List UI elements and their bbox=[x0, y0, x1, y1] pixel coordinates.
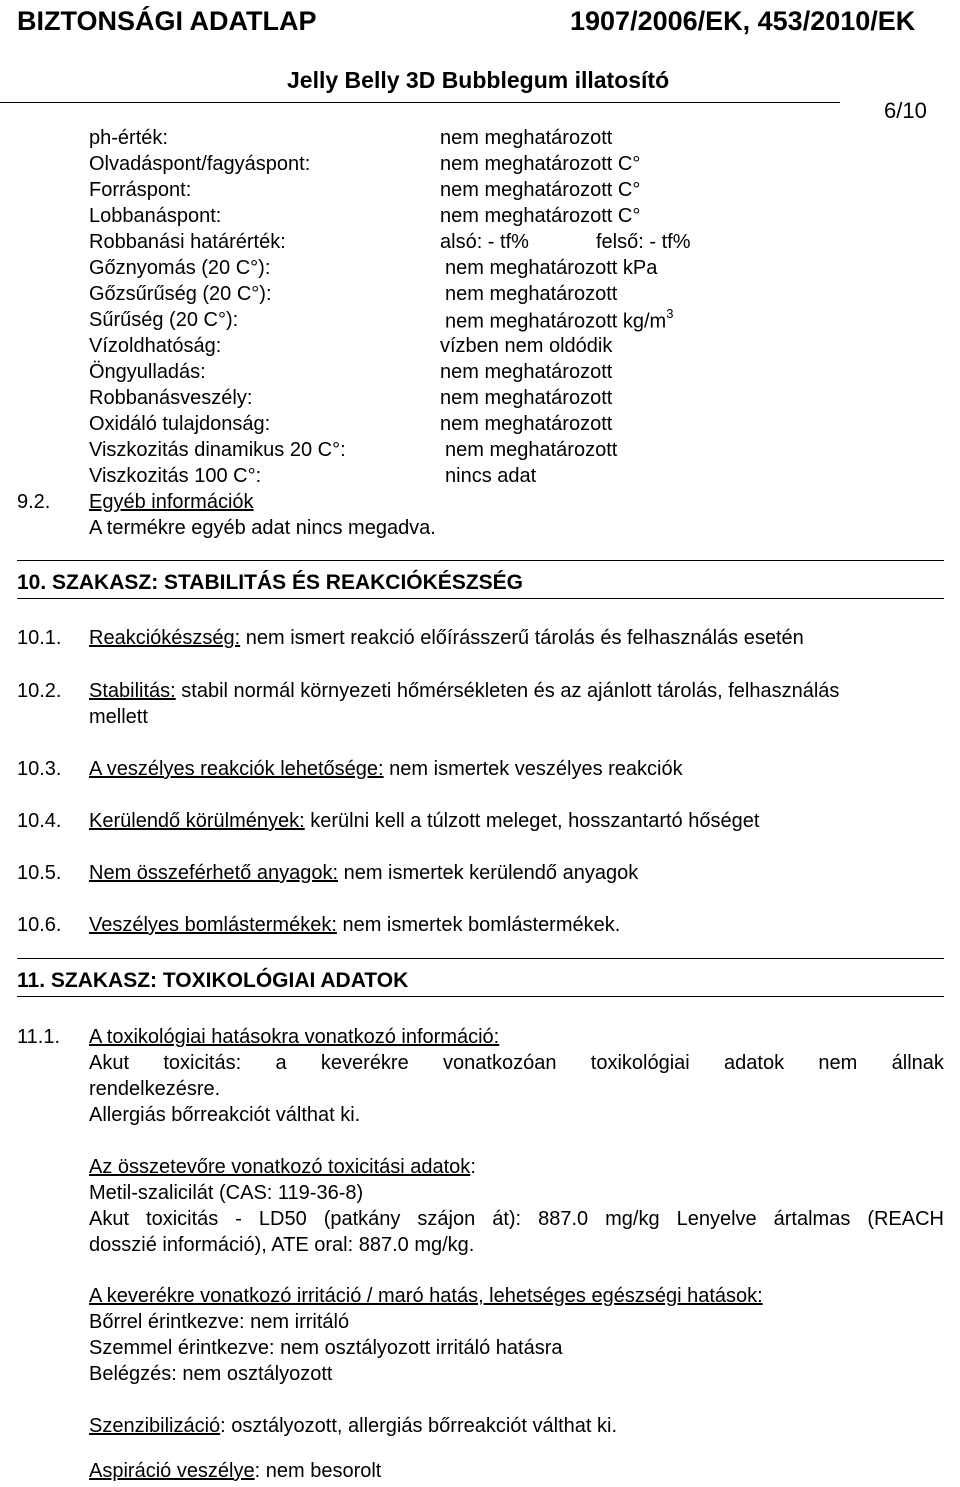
tox-heading: A toxikológiai hatásokra vonatkozó információ: bbox=[89, 1026, 500, 1048]
prop-label: Öngyulladás: bbox=[89, 361, 206, 383]
prop-value: vízben nem oldódik bbox=[440, 335, 613, 357]
prop-value: nem meghatározott bbox=[445, 439, 618, 461]
word: keverékre bbox=[320, 1052, 409, 1074]
prop-label: Robbanási határérték: bbox=[89, 231, 286, 253]
prop-label: Viszkozitás 100 C°: bbox=[89, 465, 262, 487]
subsection-title: Egyéb információk bbox=[89, 491, 254, 513]
item-text: nem ismertek bomlástermékek. bbox=[336, 914, 621, 936]
prop-value: nincs adat bbox=[445, 465, 537, 487]
item-number: 11.1. bbox=[17, 1026, 60, 1048]
irritation-heading: A keverékre vonatkozó irritáció / maró hatás, lehetséges egészségi hatások: bbox=[89, 1285, 763, 1307]
component-heading: Az összetevőre vonatkozó toxicitási adatok bbox=[89, 1156, 471, 1178]
prop-label: Lobbanáspont: bbox=[89, 205, 222, 227]
item-number: 10.1. bbox=[17, 627, 62, 649]
section-11-title: 11. SZAKASZ: TOXIKOLÓGIAI ADATOK bbox=[17, 969, 409, 992]
item-text: nem ismertek veszélyes reakciók bbox=[383, 758, 683, 780]
item-number: 10.6. bbox=[17, 914, 62, 936]
item-label: Stabilitás: bbox=[89, 680, 176, 702]
component-colon: : bbox=[470, 1156, 476, 1178]
prop-value: nem meghatározott C° bbox=[440, 153, 641, 175]
item-label: A veszélyes reakciók lehetősége: bbox=[89, 758, 384, 780]
prop-value: nem meghatározott kPa bbox=[445, 257, 658, 279]
prop-value: nem meghatározott C° bbox=[440, 205, 641, 227]
item-label: Kerülendő körülmények: bbox=[89, 810, 305, 832]
regulation-ref: 1907/2006/EK, 453/2010/EK bbox=[570, 6, 916, 36]
word: - bbox=[235, 1208, 242, 1230]
word: toxicitás: bbox=[163, 1052, 242, 1074]
word: ártalmas bbox=[773, 1208, 851, 1230]
prop-label: Oxidáló tulajdonság: bbox=[89, 413, 271, 435]
word: mg/kg bbox=[605, 1208, 660, 1230]
prop-value: nem meghatározott bbox=[440, 127, 613, 149]
prop-label: Vízoldhatóság: bbox=[89, 335, 222, 357]
item-label: Veszélyes bomlástermékek: bbox=[89, 914, 337, 936]
prop-label: ph-érték: bbox=[89, 127, 168, 149]
word: Akut bbox=[89, 1052, 130, 1074]
product-name: Jelly Belly 3D Bubblegum illatosító bbox=[287, 67, 670, 93]
prop-value: nem meghatározott C° bbox=[440, 179, 641, 201]
item-number: 10.5. bbox=[17, 862, 62, 884]
eye-contact: Szemmel érintkezve: nem osztályozott irritáló hatásra bbox=[89, 1337, 563, 1359]
word: adatok bbox=[724, 1052, 785, 1074]
item-10-4 bbox=[89, 810, 759, 833]
section-rule-bottom bbox=[17, 598, 944, 599]
prop-label: Viszkozitás dinamikus 20 C°: bbox=[89, 439, 346, 461]
prop-value-upper: felső: - tf% bbox=[596, 231, 691, 253]
item-10-5 bbox=[89, 862, 638, 885]
aspiration-text: : nem besorolt bbox=[254, 1460, 382, 1482]
aspiration-label: Aspiráció veszélye bbox=[89, 1460, 255, 1482]
component-heading-line bbox=[89, 1156, 476, 1179]
page-number: 6/10 bbox=[884, 98, 927, 123]
word: állnak bbox=[891, 1052, 944, 1074]
word: 887.0 bbox=[538, 1208, 589, 1230]
word: nem bbox=[818, 1052, 858, 1074]
word: Lenyelve bbox=[676, 1208, 757, 1230]
item-number: 10.4. bbox=[17, 810, 62, 832]
item-text: nem ismert reakció előírásszerű tárolás és felhasználás esetén bbox=[240, 627, 804, 649]
prop-value: nem meghatározott bbox=[440, 387, 613, 409]
item-10-6 bbox=[89, 914, 620, 937]
word: toxicitás bbox=[146, 1208, 219, 1230]
prop-value bbox=[445, 306, 674, 334]
prop-value: nem meghatározott bbox=[440, 361, 613, 383]
inhalation: Belégzés: nem osztályozott bbox=[89, 1363, 333, 1385]
sensitization-line bbox=[89, 1415, 617, 1438]
prop-label: Gőznyomás (20 C°): bbox=[89, 257, 271, 279]
item-number: 10.2. bbox=[17, 680, 62, 702]
section-rule-bottom bbox=[17, 996, 944, 997]
acute-toxicity-line bbox=[89, 1052, 944, 1075]
word: toxikológiai bbox=[590, 1052, 690, 1074]
aspiration-line bbox=[89, 1460, 381, 1483]
word: át): bbox=[492, 1208, 522, 1230]
prop-label: Robbanásveszély: bbox=[89, 387, 253, 409]
prop-label: Olvadáspont/fagyáspont: bbox=[89, 153, 311, 175]
item-text: kerülni kell a túlzott meleget, hosszantartó hőséget bbox=[304, 810, 760, 832]
section-10-title: 10. SZAKASZ: STABILITÁS ÉS REAKCIÓKÉSZSÉG bbox=[17, 571, 523, 594]
item-text-continued: mellett bbox=[89, 706, 148, 728]
word: a bbox=[275, 1052, 287, 1074]
item-text: nem ismertek kerülendő anyagok bbox=[338, 862, 639, 884]
component-name: Metil-szalicilát (CAS: 119-36-8) bbox=[89, 1182, 364, 1204]
subsection-text: A termékre egyéb adat nincs megadva. bbox=[89, 517, 436, 539]
section-rule-top bbox=[17, 958, 944, 959]
item-number: 10.3. bbox=[17, 758, 62, 780]
sensitization-text: : osztályozott, allergiás bőrreakciót válthat ki. bbox=[220, 1415, 618, 1437]
prop-label: Forráspont: bbox=[89, 179, 192, 201]
ld50-line bbox=[89, 1208, 944, 1231]
word: szájon bbox=[417, 1208, 476, 1230]
acute-toxicity-line2: rendelkezésre. bbox=[89, 1078, 221, 1100]
word: LD50 bbox=[258, 1208, 307, 1230]
item-10-2 bbox=[89, 680, 839, 703]
prop-label: Gőzsűrűség (20 C°): bbox=[89, 283, 272, 305]
word: vonatkozóan bbox=[443, 1052, 557, 1074]
skin-contact: Bőrrel érintkezve: nem irritáló bbox=[89, 1311, 350, 1333]
prop-value: nem meghatározott bbox=[445, 283, 618, 305]
doc-title: BIZTONSÁGI ADATLAP bbox=[17, 6, 317, 36]
allergy-text: Allergiás bőrreakciót válthat ki. bbox=[89, 1104, 361, 1126]
item-10-3 bbox=[89, 758, 683, 781]
prop-label: Sűrűség (20 C°): bbox=[89, 309, 239, 331]
item-10-1 bbox=[89, 627, 804, 650]
item-label: Nem összeférhető anyagok: bbox=[89, 862, 339, 884]
header-divider bbox=[0, 102, 840, 103]
word: Akut bbox=[89, 1208, 130, 1230]
subsection-number: 9.2. bbox=[17, 491, 51, 513]
item-text: stabil normál környezeti hőmérsékleten és az ajánlott tárolás, felhasználás bbox=[175, 680, 840, 702]
sensitization-label: Szenzibilizáció bbox=[89, 1415, 221, 1437]
prop-value: nem meghatározott bbox=[440, 413, 613, 435]
item-label: Reakciókészség: bbox=[89, 627, 241, 649]
section-rule-top bbox=[17, 560, 944, 561]
word: (patkány bbox=[323, 1208, 401, 1230]
word: (REACH bbox=[867, 1208, 944, 1230]
prop-value-text: nem meghatározott kg/m bbox=[445, 310, 667, 333]
ld50-line2: dosszié információ), ATE oral: 887.0 mg/kg. bbox=[89, 1234, 475, 1256]
superscript: 3 bbox=[666, 306, 674, 321]
prop-value: alsó: - tf% bbox=[440, 231, 529, 253]
